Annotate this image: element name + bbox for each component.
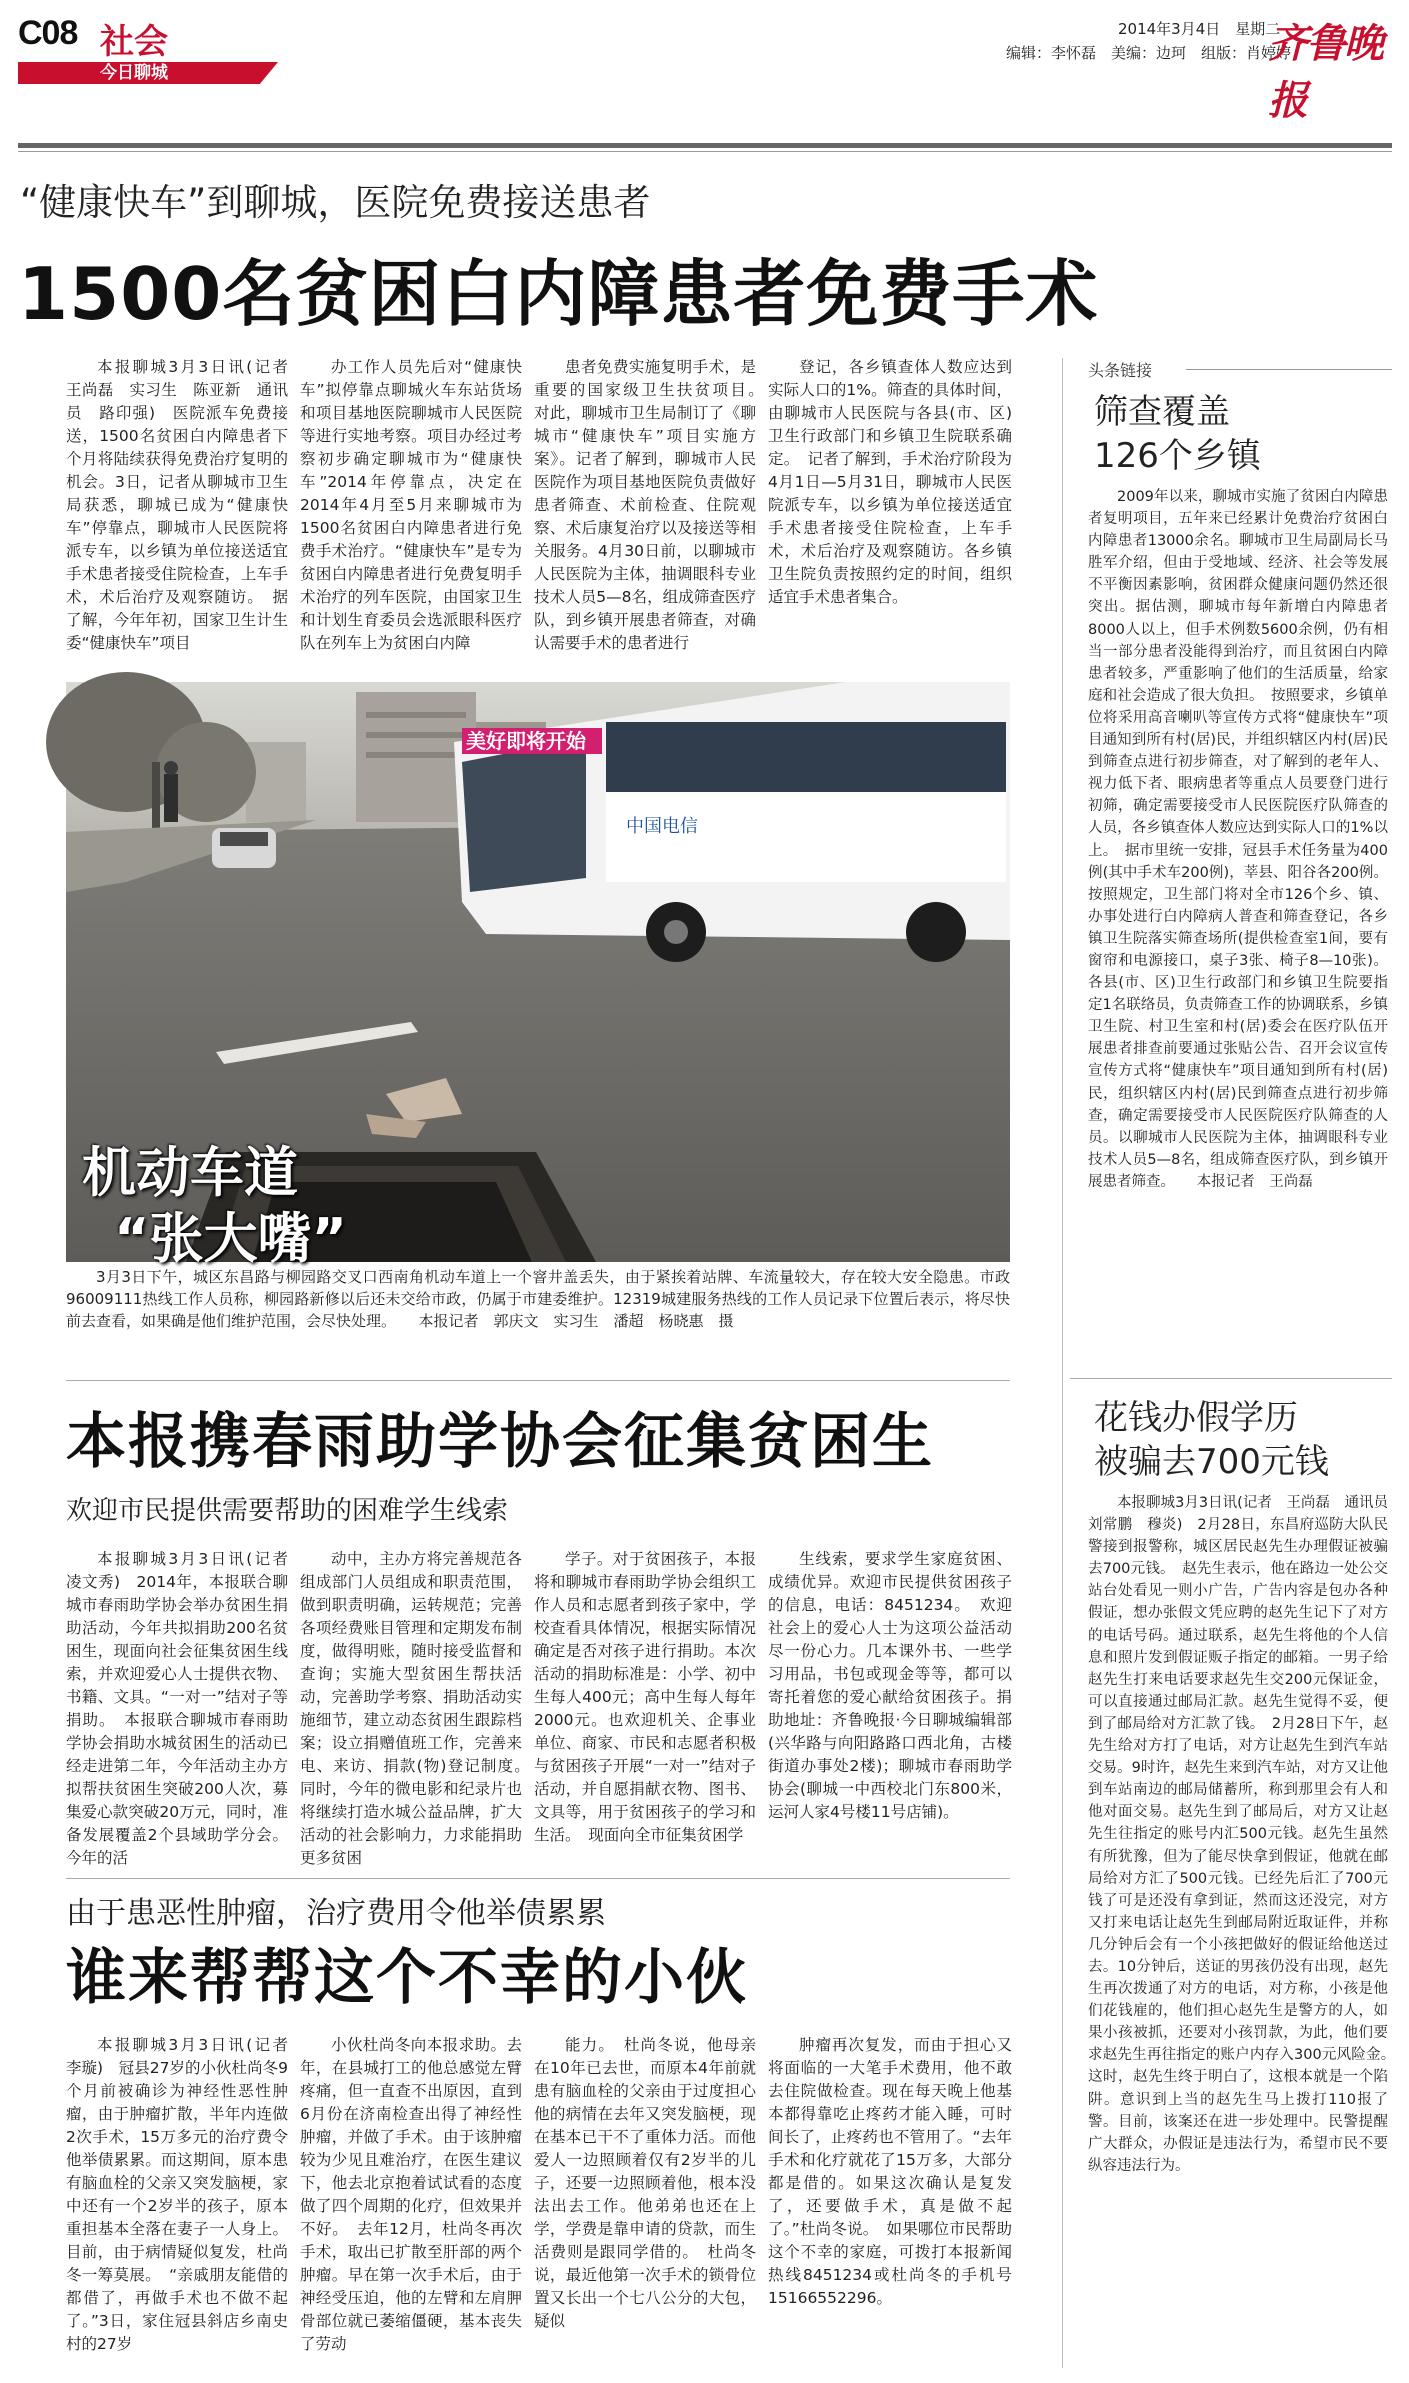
page-header [0, 0, 1409, 124]
story1-kicker: “健康快车”到聊城，医院免费接送患者 [20, 181, 651, 224]
story1-column-1 [66, 356, 304, 656]
sidebar-headline-1-line1: 筛查覆盖 [1094, 392, 1230, 432]
photo-overlay-title-2: “张大嘴” [114, 1207, 347, 1270]
story3-text-1: 本报聊城3月3日讯(记者 李璇) 冠县27岁的小伙杜尚冬9个月前被确诊为神经性恶性肿瘤，由于肿瘤扩散，半年内连做2次手术，15万多元的治疗费令他举债累累。而这期间，原本患有脑血栓的父亲又突发脑梗，家中还有一个2岁半的孩子，原本重担基本全落在妻子一人身上。目前，由于病情疑似复发，杜尚冬一筹莫展。 “亲戚朋友能借的都借了，再做手术也不做不起了。”3日，家住冠县斜店乡南史村的27岁 [66, 2036, 304, 2353]
sidebar-divider [1070, 1378, 1392, 1379]
sidebar-article-2-text: 本报聊城3月3日讯(记者 王尚磊 通讯员 刘常鹏 穆炎) 2月28日，东昌府巡防大队民警接到报警称，城区居民赵先生办理假证被骗去700元钱。 赵先生表示，他在路边一处公交站台处看见一则小广告，广告内容是包办各种假证，想办张假文凭应聘的赵先生记下了对方的电话号码。通过联系，赵先生将他的个人信息和照片发到假证贩子指定的邮箱。一男子给赵先生打来电话要求赵先生交200元保证金，可以直接通过邮局汇款。赵先生觉得不妥，便到了邮局给对方汇款了钱。 2月28日下午，赵先生给对方打了电话，对方让赵先生到汽车站交易。9时许，赵先生来到汽车站，对方又让他到车站南边的邮局储蓄所，称到那里会有人和他对面交易。赵先生到了邮局后，对方又让赵先生往指定的账号内汇500元钱。赵先生虽然有所犹豫，但为了能尽快拿到假证，他就在邮局给对方汇了500元钱。已经先后汇了700元钱了可是还没有拿到证，然而这还没完，对方又打来电话让赵先生到邮局附近取证件，并称几分钟后会有一个小孩把做好的假证给他送过去。10分钟后，送证的男孩仍没有出现，赵先生再次拨通了对方的电话，对方称，小孩是他们花钱雇的，他们担心赵先生是警方的人，如果小孩被抓，还要对小孩罚款，为此，他们要求赵先生再往指定的账户内存入300元风险金。 这时，赵先生终于明白了，这根本就是一个陷阱。意识到上当的赵先生马上拨打110报了警。目前，该案还在进一步处理中。民警提醒广大群众，办假证是违法行为，希望市民不要纵容违法行为。 [1088, 1495, 1403, 2174]
story3-kicker: 由于患恶性肿瘤，治疗费用令他举债累累 [66, 1896, 606, 1931]
sidebar-tag: 头条链接 [1088, 361, 1153, 380]
story2-column-4 [768, 1548, 1012, 1870]
story1-text-1: 本报聊城3月3日讯(记者 王尚磊 实习生 陈亚新 通讯员 路印强) 医院派车免费接送，1500名贫困白内障患者下个月将陆续获得免费治疗复明的机会。3日，记者从聊城市卫生局获悉，聊城已成为“健康快车”停靠点，聊城市人民医院将派专车，以乡镇为单位接送适宜手术患者接受住院检查，上车手术，术后治疗及观察随访。 据了解，今年年初，国家卫生计生委“健康快车”项目 [66, 358, 304, 652]
story1-text-4: 登记，各乡镇查体人数应达到实际人口的1%。筛查的具体时间，由聊城市人民医院与各县(市、区)卫生行政部门和乡镇卫生院联系确定。 记者了解到，手术治疗阶段为4月1日—5月31日，聊城市人民医院派专车，以乡镇为单位接送适宜手术患者接受住院检查，上车手术，术后治疗及观察随访。各乡镇卫生院负责按照约定的时间，组织适宜手术患者集合。 [768, 358, 1012, 606]
sidebar-article-1 [1088, 486, 1388, 1372]
story2-column-3 [534, 1548, 756, 1870]
story3-column-1 [66, 2034, 304, 2368]
sidebar-article-2 [1088, 1492, 1403, 2368]
sidebar-headline-2-line2: 被骗去700元钱 [1094, 1442, 1329, 1482]
story3-headline: 谁来帮帮这个不幸的小伙 [66, 1943, 748, 2013]
story2-text-3: 学子。对于贫困孩子，本报将和聊城市春雨助学协会组织工作人员和志愿者到孩子家中，学校查看具体情况，根据实际情况确定是否对孩子进行捐助。本次活动的捐助标准是：小学、初中生每人400元；高中生每人每年2000元。也欢迎机关、企事业单位、商家、市民和志愿者积极与贫困孩子开展“一对一”结对子活动，并自愿捐献衣物、图书、文具等，用于贫困孩子的学习和生活。 现面向全市征集贫困学 [534, 1550, 756, 1844]
header-rule [18, 143, 1392, 148]
sidebar-headline-1 [1094, 390, 1261, 478]
newspaper-logo: 齐鲁晚报 [1268, 20, 1382, 124]
issue-date: 2014年3月4日 星期二 [1118, 20, 1281, 38]
story3-top-rule [66, 1878, 1010, 1879]
sidebar-headline-1-line2: 126个乡镇 [1094, 436, 1261, 476]
sidebar-article-1-text: 2009年以来，聊城市实施了贫困白内障患者复明项目，五年来已经累计免费治疗贫困白内障患者13000余名。聊城市卫生局副局长马胜军介绍，但由于受地域、经济、社会等发展不平衡因素影响，贫困群众健康问题仍然还很突出。据估测，聊城市每年新增白内障患者8000人以上，但手术例数5600余例，仍有相当一部分患者没能得到治疗，而且贫困白内障患者较多，严重影响了他们的生活质量，给家庭和社会造成了很大负担。 按照要求，乡镇单位将采用高音喇叭等宣传方式将“健康快车”项目通知到所有村(居)民，并组织辖区内村(居)民到筛查点进行初步筛查，对了解到的老年人、视力低下者、眼病患者等重点人员要登门进行初筛，确定需要接受市人民医院医疗队筛查的人员，各乡镇查体人数应达到实际人口的1%以上。 据市里统一安排，冠县手术任务量为400例(其中手术车200例)，莘县、阳谷各200例。按照规定，卫生部门将对全市126个乡、镇、办事处进行白内障病人普查和筛查登记，各乡镇卫生院落实筛查场所(提供检查室1间，要有窗帘和电源接口，桌子3张、椅子8—10张)。各县(市、区)卫生行政部门和乡镇卫生院要指定1名联络员，负责筛查工作的协调联系，乡镇卫生院、村卫生室和村(居)委会在医疗队伍开展患者排查前要通过张贴公告、召开会议宣传宣传方式将“健康快车”项目通知到所有村(居)民，组织辖区内村(居)民到筛查点进行初步筛查，确定需要接受市人民医院医疗队筛查的人员。以聊城市人民医院为主体，抽调眼科专业技术人员5—8名，组成筛查医疗队，到乡镇开展患者筛查。 本报记者 王尚磊 [1088, 489, 1388, 1190]
story1-column-4 [768, 356, 1012, 656]
news-photo [66, 682, 1010, 1270]
story2-top-rule [66, 1380, 1010, 1381]
bus-banner-text: 美好即将开始 [466, 729, 586, 753]
header-rule-thin [18, 151, 1392, 152]
sidebar-headline-2 [1094, 1396, 1329, 1484]
story2-column-1 [66, 1548, 304, 1870]
story1-column-2 [300, 356, 522, 656]
photo-overlay-title-1: 机动车道 [82, 1141, 298, 1204]
story3-text-2: 小伙杜尚冬向本报求助。去年，在县城打工的他总感觉左臂疼痛，但一直查不出原因，直到6月份在济南检查出得了神经性肿瘤，并做了手术。由于该肿瘤较为少见且难治疗，在医生建议下，他去北京抱着试试看的态度做了四个周期的化疗，但效果并不好。 去年12月，杜尚冬再次手术，取出已扩散至肝部的两个肿瘤。早在第一次手术后，由于神经受压迫，他的左臂和左肩胛骨部位就已萎缩僵硬，基本丧失了劳动 [300, 2036, 522, 2353]
story3-column-3 [534, 2034, 756, 2368]
story1-column-3 [534, 356, 772, 656]
story1-text-3: 患者免费实施复明手术，是重要的国家级卫生扶贫项目。 对此，聊城市卫生局制订了《聊城市“健康快车”项目实施方案》。记者了解到，聊城市人民医院作为项目基地医院负责做好患者筛查、术前检查、住院观察、术后康复治疗以及接送等相关服务。4月30日前，以聊城市人民医院为主体，抽调眼科专业技术人员5—8名，组成筛查医疗队，到乡镇开展患者筛查，对确认需要手术的患者进行 [534, 358, 772, 652]
subsection-title: 今日聊城 [100, 63, 168, 83]
page-code: C08 [18, 14, 78, 52]
story1-headline: 1500名贫困白内障患者免费手术 [18, 252, 1099, 336]
bus-brand-text: 中国电信 [626, 816, 698, 837]
section-title: 社会 [100, 22, 168, 62]
story2-column-2 [300, 1548, 538, 1870]
column-divider [1062, 358, 1063, 2368]
photo-caption: 3月3日下午，城区东昌路与柳园路交叉口西南角机动车道上一个窨井盖丢失，由于紧挨着站牌、车流量较大，存在较大安全隐患。市政96009111热线工作人员称，柳园路新修以后还未交给市政，仍属于市建委维护。12319城建服务热线的工作人员记录下位置后表示，将尽快前去查看，如果确是他们维护范围，会尽快处理。 本报记者 郭庆文 实习生 潘超 杨晓惠 摄 [66, 1268, 1010, 1330]
story1-text-2: 办工作人员先后对“健康快车”拟停靠点聊城火车东站货场和项目基地医院聊城市人民医院等进行实地考察。项目办经过考察初步确定聊城市为“健康快车”2014年停靠点，决定在2014年4月至5月来聊城市为1500名贫困白内障患者进行免费手术治疗。“健康快车”是专为贫困白内障患者进行免费复明手术治疗的列车医院，由国家卫生和计划生育委员会选派眼科医疗队在列车上为贫困白内障 [300, 358, 522, 652]
story2-text-1: 本报聊城3月3日讯(记者 凌文秀) 2014年，本报联合聊城市春雨助学协会举办贫困生捐助活动，今年共拟捐助200名贫困生，现面向社会征集贫困生线索，并欢迎爱心人士提供衣物、书籍、文具。“一对一”结对子等捐助。 本报联合聊城市春雨助学协会捐助水城贫困生的活动已经走进第二年，今年活动主办方拟帮扶贫困生突破200人次，募集爱心款突破20万元，同时，准备发展覆盖2个县域助学分会。今年的活 [66, 1550, 304, 1867]
story3-column-2 [300, 2034, 522, 2368]
story3-column-4 [768, 2034, 1012, 2368]
story2-text-4: 生线索，要求学生家庭贫困、成绩优异。欢迎市民提供贫困孩子的信息，电话：8451234。 欢迎社会上的爱心人士为这项公益活动尽一份心力。几本课外书、一些学习用品，书包或现金等等，都可以寄托着您的爱心献给贫困孩子。捐助地址：齐鲁晚报·今日聊城编辑部(兴华路与向阳路路口西北角，古楼街道办事处2楼)；聊城市春雨助学协会(聊城一中西校北门东800米，运河人家4号楼11号店铺)。 [768, 1550, 1012, 1821]
story2-headline: 本报携春雨助学协会征集贫困生 [66, 1407, 934, 1477]
editor-credits: 编辑：李怀磊 美编：边珂 组版：肖婷婷 [1006, 44, 1292, 62]
story3-text-3: 能力。 杜尚冬说，他母亲在10年已去世，而原本4年前就患有脑血栓的父亲由于过度担心他的病情在去年又突发脑梗，现在基本已干不了重体力活。而他爱人一边照顾着仅有2岁半的儿子，还要一边照顾着他，根本没法出去工作。他弟弟也还在上学，学费是靠申请的贷款，而生活费则是跟同学借的。 杜尚冬说，最近他第一次手术的锁骨位置又长出一个七八公分的大包，疑似 [534, 2036, 756, 2330]
sidebar-tag-rule [1186, 369, 1392, 370]
story2-text-2: 动中，主办方将完善规范各组成部门人员组成和职责范围，做到职责明确，运转规范；完善各项经费账目管理和定期发布制度，做得明账，随时接受监督和查询；实施大型贫困生帮扶活动，完善助学考察、捐助活动实施细节，建立动态贫困生跟踪档案；设立捐赠值班工作，完善来电、来访、捐款(物)登记制度。 同时，今年的微电影和纪录片也将继续打造水城公益品牌，扩大活动的社会影响力，力求能捐助更多贫困 [300, 1550, 538, 1867]
story3-text-4: 肿瘤再次复发，而由于担心又将面临的一大笔手术费用，他不敢去住院做检查。现在每天晚上他基本都得靠吃止疼药才能入睡，可时间长了，止疼药也不管用了。“去年手术和化疗就花了15万多，大部分都是借的。如果这次确认是复发了，还要做手术，真是做不起了。”杜尚冬说。 如果哪位市民帮助这个不幸的家庭，可拨打本报新闻热线8451234或杜尚冬的手机号15166552296。 [768, 2036, 1012, 2307]
story2-subhead: 欢迎市民提供需要帮助的困难学生线索 [66, 1496, 509, 1526]
sidebar-headline-2-line1: 花钱办假学历 [1094, 1398, 1298, 1438]
